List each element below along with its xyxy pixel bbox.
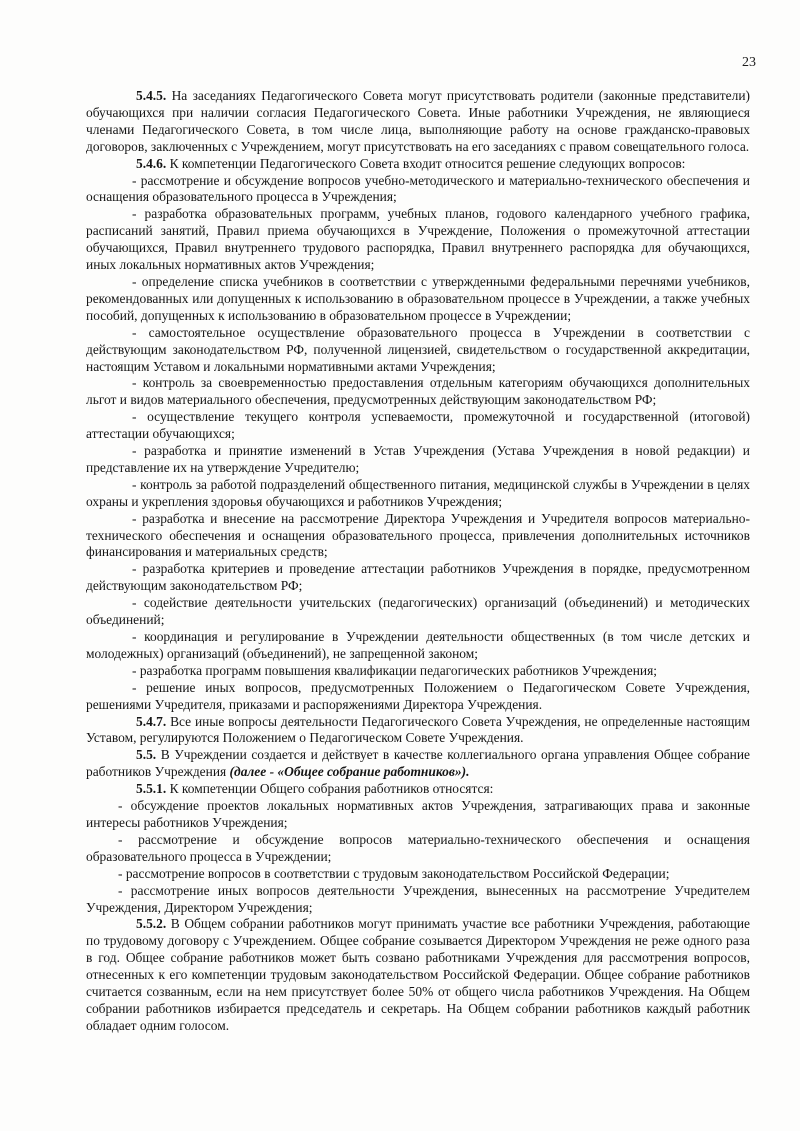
list-item: - рассмотрение иных вопросов деятельности Учреждения, вынесенных на рассмотрение Учредителем Учреждения, Директором Учреждения; bbox=[86, 882, 750, 915]
list-item: - осуществление текущего контроля успеваемости, промежуточной и государственной (итоговой) аттестации обучающихся; bbox=[86, 409, 750, 442]
list-item: - разработка и внесение на рассмотрение Директора Учреждения и Учредителя вопросов материально-технического обеспечения и оснащения образовательного процесса, привлечения дополнительных источников финансирования и материальных средств; bbox=[86, 510, 750, 560]
clause-5-5-2 bbox=[86, 916, 750, 1034]
list-item: - рассмотрение и обсуждение вопросов учебно-методического и материально-технического обеспечения и оснащения образовательного процесса в Учреждения; bbox=[86, 172, 750, 205]
clause-text: В Учреждении создается и действует в качестве коллегиального органа управления Общее собрание работников Учреждения bbox=[86, 747, 750, 780]
clause-emphasis: (далее - «Общее собрание работников»). bbox=[229, 764, 470, 780]
clause-number: 5.5.1. bbox=[136, 781, 167, 797]
list-item: - определение списка учебников в соответствии с утвержденными федеральными перечнями учебников, рекомендованных или допущенных к использованию в образовательном процессе в Учреждении, а также учебных пособий, допущенных к использованию в образовательном процессе в Учреждении; bbox=[86, 273, 750, 323]
clause-text: К компетенции Общего собрания работников относятся: bbox=[166, 781, 494, 797]
clause-text: К компетенции Педагогического Совета входит относится решение следующих вопросов: bbox=[166, 155, 686, 171]
page-number: 23 bbox=[742, 55, 756, 70]
clause-5-4-5 bbox=[86, 88, 750, 156]
clause-number: 5.4.6. bbox=[136, 155, 167, 171]
clause-5-4-7 bbox=[86, 714, 750, 748]
list-item: - разработка и принятие изменений в Устав Учреждения (Устава Учреждения в новой редакции) и представление их на утверждение Учредителю; bbox=[86, 443, 750, 475]
clause-number: 5.4.7. bbox=[136, 713, 167, 729]
list-item: - содействие деятельности учительских (педагогических) организаций (объединений) и методических объединений; bbox=[86, 595, 750, 628]
list-item: - разработка образовательных программ, учебных планов, годового календарного учебного графика, расписаний занятий, Правил приема обучающихся в Учреждение, Положения о промежуточной аттестации обучающихся, Правил внутреннего трудового распорядка, Правил внутреннего распорядка для обучающихся, иных локальных нормативных актов Учреждения; bbox=[86, 206, 750, 273]
clause-number: 5.5. bbox=[136, 747, 157, 763]
clause-5-4-6 bbox=[86, 156, 750, 173]
document-body bbox=[86, 88, 750, 1035]
list-item: - контроль за своевременностью предоставления отдельным категориям обучающихся дополнительных льгот и видов материального обеспечения, предусмотренных действующим законодательством РФ; bbox=[86, 375, 750, 408]
list-item: - разработка программ повышения квалификации педагогических работников Учреждения; bbox=[132, 662, 658, 678]
list-item: - рассмотрение вопросов в соответствии с трудовым законодательством Российской Федерации; bbox=[118, 865, 670, 881]
clause-text: Все иные вопросы деятельности Педагогического Совета Учреждения, не определенные настоящим Уставом, регулируются Положением о Педагогическом Совете Учреждения. bbox=[86, 713, 750, 746]
list-item: - координация и регулирование в Учреждении деятельности общественных (в том числе детских и молодежных) организаций (объединений), не запрещенной законом; bbox=[86, 629, 750, 661]
list-item: - контроль за работой подразделений общественного питания, медицинской службы в Учреждении в целях охраны и укрепления здоровья обучающихся и работников Учреждения; bbox=[86, 476, 750, 509]
list-item: - самостоятельное осуществление образовательного процесса в Учреждении в соответствии с действующим законодательством РФ, полученной лицензией, свидетельством о государственной аккредитации, настоящим Уставом и локальными нормативными актами Учреждения; bbox=[86, 324, 750, 374]
clause-number: 5.5.2. bbox=[136, 916, 167, 932]
clause-number: 5.4.5. bbox=[136, 88, 167, 103]
clause-text: В Общем собрании работников могут принимать участие все работники Учреждения, работающие по трудовому договору с Учреждением. Общее собрание созывается Директором Учреждения не реже одного раза в год. Общее собрание работников может быть созвано работниками Учреждения для рассмотрения вопросов, отнесенных к его компетенции трудовым законодательством Российской Федерации. Общее собрание работников считается созванным, если на нем присутствует более 50% от общего числа работников Учреждения. На Общем собрании работников избирается председатель и секретарь. На Общем собрании работников каждый работник обладает одним голосом. bbox=[86, 916, 750, 1033]
clause-5-5 bbox=[86, 747, 750, 781]
clause-5-5-1 bbox=[86, 781, 750, 798]
list-item: - рассмотрение и обсуждение вопросов материально-технического обеспечения и оснащения образовательного процесса в Учреждении; bbox=[86, 831, 750, 864]
list-item: - решение иных вопросов, предусмотренных Положением о Педагогическом Совете Учреждения, решениями Учредителя, приказами и распоряжениями Директора Учреждения. bbox=[86, 679, 750, 712]
list-item: - разработка критериев и проведение аттестации работников Учреждения в порядке, предусмотренном действующим законодательством РФ; bbox=[86, 561, 750, 594]
list-item: - обсуждение проектов локальных нормативных актов Учреждения, затрагивающих права и законные интересы работников Учреждения; bbox=[86, 798, 750, 830]
clause-text: На заседаниях Педагогического Совета могут присутствовать родители (законные представители) обучающихся при наличии согласия Педагогического Совета. Иные работники Учреждения, не являющиеся членами Педагогического Совета, в том числе лица, выполняющие работу на основе гражданско-правовых договоров, заключенных с Учреждением, могут присутствовать на его заседаниях с правом совещательного голоса. bbox=[86, 88, 750, 154]
